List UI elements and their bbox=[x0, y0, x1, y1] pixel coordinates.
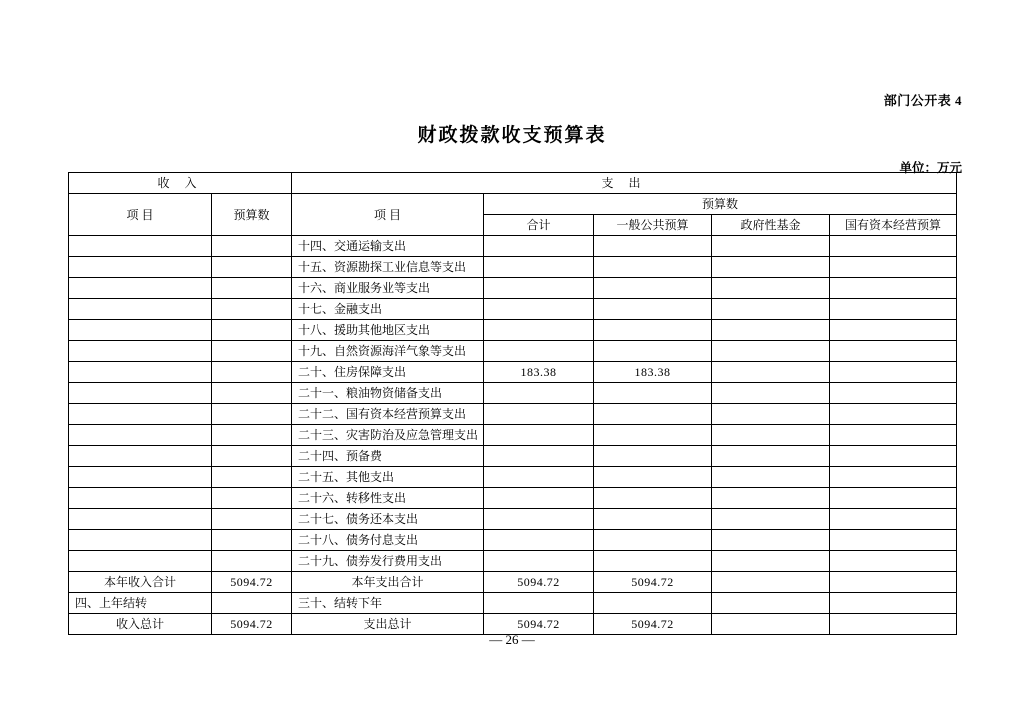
header-income-group: 收 入 bbox=[69, 173, 292, 194]
cell-expense-item: 十八、援助其他地区支出 bbox=[292, 320, 484, 341]
cell-gov-fund bbox=[712, 446, 830, 467]
cell-income-budget bbox=[212, 341, 292, 362]
cell-income-item bbox=[69, 278, 212, 299]
cell-gov-fund bbox=[712, 425, 830, 446]
cell-total: 183.38 bbox=[484, 362, 594, 383]
cell-gov-fund bbox=[712, 341, 830, 362]
cell-state-capital bbox=[830, 467, 957, 488]
cell-expense-item: 二十九、债券发行费用支出 bbox=[292, 551, 484, 572]
cell-total bbox=[484, 488, 594, 509]
cell-total bbox=[484, 236, 594, 257]
header-expense-group: 支 出 bbox=[292, 173, 957, 194]
cell-gov-fund bbox=[712, 362, 830, 383]
cell-state-capital bbox=[830, 530, 957, 551]
unit-label: 单位：万元 bbox=[899, 161, 962, 175]
cell-income-budget bbox=[212, 236, 292, 257]
cell-gov-fund bbox=[712, 278, 830, 299]
cell-income-budget bbox=[212, 404, 292, 425]
table-header-group-row bbox=[69, 173, 957, 194]
table-row bbox=[69, 257, 957, 278]
header-state-capital: 国有资本经营预算 bbox=[830, 215, 957, 236]
cell-expense-item: 二十一、粮油物资储备支出 bbox=[292, 383, 484, 404]
cell-general-public bbox=[594, 341, 712, 362]
cell-general-public bbox=[594, 236, 712, 257]
cell-expense-item: 二十四、预备费 bbox=[292, 446, 484, 467]
cell-expense-item: 二十五、其他支出 bbox=[292, 467, 484, 488]
cell-expense-item: 二十三、灾害防治及应急管理支出 bbox=[292, 425, 484, 446]
header-total: 合计 bbox=[484, 215, 594, 236]
cell-income-budget bbox=[212, 299, 292, 320]
cell-state-capital bbox=[830, 278, 957, 299]
cell-income-budget bbox=[212, 530, 292, 551]
cell-income-item: 本年收入合计 bbox=[69, 572, 212, 593]
cell-general-public bbox=[594, 320, 712, 341]
cell-state-capital bbox=[830, 299, 957, 320]
table-row bbox=[69, 488, 957, 509]
cell-gov-fund bbox=[712, 509, 830, 530]
cell-total bbox=[484, 530, 594, 551]
cell-general-public: 5094.72 bbox=[594, 614, 712, 635]
cell-income-item bbox=[69, 404, 212, 425]
cell-income-budget bbox=[212, 257, 292, 278]
cell-general-public bbox=[594, 530, 712, 551]
cell-income-item bbox=[69, 383, 212, 404]
table-row bbox=[69, 320, 957, 341]
cell-general-public bbox=[594, 299, 712, 320]
cell-total bbox=[484, 320, 594, 341]
table-row bbox=[69, 341, 957, 362]
cell-general-public bbox=[594, 509, 712, 530]
table-body bbox=[69, 236, 957, 635]
cell-total bbox=[484, 467, 594, 488]
budget-table bbox=[68, 172, 957, 635]
cell-gov-fund bbox=[712, 299, 830, 320]
cell-state-capital bbox=[830, 509, 957, 530]
cell-general-public bbox=[594, 257, 712, 278]
table-row bbox=[69, 383, 957, 404]
cell-total bbox=[484, 425, 594, 446]
cell-expense-item: 十七、金融支出 bbox=[292, 299, 484, 320]
cell-expense-item: 二十、住房保障支出 bbox=[292, 362, 484, 383]
cell-income-budget: 5094.72 bbox=[212, 614, 292, 635]
cell-income-item bbox=[69, 320, 212, 341]
cell-gov-fund bbox=[712, 530, 830, 551]
cell-expense-item: 十四、交通运输支出 bbox=[292, 236, 484, 257]
cell-general-public: 5094.72 bbox=[594, 572, 712, 593]
cell-gov-fund bbox=[712, 404, 830, 425]
cell-income-budget bbox=[212, 362, 292, 383]
cell-income-budget bbox=[212, 551, 292, 572]
cell-general-public: 183.38 bbox=[594, 362, 712, 383]
cell-income-budget bbox=[212, 278, 292, 299]
cell-state-capital bbox=[830, 488, 957, 509]
cell-total bbox=[484, 404, 594, 425]
cell-total bbox=[484, 383, 594, 404]
table-header-sub-row bbox=[69, 194, 957, 215]
cell-state-capital bbox=[830, 362, 957, 383]
header-general-public: 一般公共预算 bbox=[594, 215, 712, 236]
cell-total: 5094.72 bbox=[484, 614, 594, 635]
table-row bbox=[69, 425, 957, 446]
cell-expense-item: 三十、结转下年 bbox=[292, 593, 484, 614]
cell-income-budget bbox=[212, 467, 292, 488]
cell-income-item bbox=[69, 509, 212, 530]
cell-state-capital bbox=[830, 593, 957, 614]
cell-expense-item: 二十六、转移性支出 bbox=[292, 488, 484, 509]
cell-expense-item: 二十八、债务付息支出 bbox=[292, 530, 484, 551]
cell-state-capital bbox=[830, 236, 957, 257]
cell-total bbox=[484, 446, 594, 467]
cell-gov-fund bbox=[712, 572, 830, 593]
cell-total bbox=[484, 551, 594, 572]
cell-income-item bbox=[69, 467, 212, 488]
cell-gov-fund bbox=[712, 467, 830, 488]
cell-income-budget bbox=[212, 320, 292, 341]
cell-gov-fund bbox=[712, 257, 830, 278]
cell-expense-item: 二十二、国有资本经营预算支出 bbox=[292, 404, 484, 425]
cell-expense-item: 十九、自然资源海洋气象等支出 bbox=[292, 341, 484, 362]
cell-state-capital bbox=[830, 425, 957, 446]
header-income-budget: 预算数 bbox=[212, 194, 292, 236]
cell-income-budget: 5094.72 bbox=[212, 572, 292, 593]
cell-total bbox=[484, 257, 594, 278]
cell-income-item bbox=[69, 257, 212, 278]
document-reference: 部门公开表 4 bbox=[883, 93, 962, 108]
cell-general-public bbox=[594, 488, 712, 509]
cell-expense-item: 十六、商业服务业等支出 bbox=[292, 278, 484, 299]
cell-gov-fund bbox=[712, 236, 830, 257]
cell-income-item bbox=[69, 236, 212, 257]
cell-general-public bbox=[594, 593, 712, 614]
cell-income-item bbox=[69, 551, 212, 572]
cell-income-item bbox=[69, 425, 212, 446]
table-row bbox=[69, 446, 957, 467]
cell-income-item bbox=[69, 530, 212, 551]
cell-total bbox=[484, 509, 594, 530]
cell-income-budget bbox=[212, 509, 292, 530]
cell-state-capital bbox=[830, 257, 957, 278]
cell-general-public bbox=[594, 383, 712, 404]
cell-general-public bbox=[594, 278, 712, 299]
cell-expense-item: 支出总计 bbox=[292, 614, 484, 635]
table-row bbox=[69, 404, 957, 425]
cell-income-item: 收入总计 bbox=[69, 614, 212, 635]
table-row bbox=[69, 236, 957, 257]
cell-state-capital bbox=[830, 446, 957, 467]
cell-total bbox=[484, 341, 594, 362]
cell-income-budget bbox=[212, 488, 292, 509]
cell-expense-item: 二十七、债务还本支出 bbox=[292, 509, 484, 530]
cell-total bbox=[484, 299, 594, 320]
table-row bbox=[69, 467, 957, 488]
header-income-item: 项 目 bbox=[69, 194, 212, 236]
table-row bbox=[69, 572, 957, 593]
table-row bbox=[69, 530, 957, 551]
cell-income-item bbox=[69, 446, 212, 467]
cell-income-item bbox=[69, 362, 212, 383]
cell-general-public bbox=[594, 551, 712, 572]
cell-state-capital bbox=[830, 572, 957, 593]
cell-state-capital bbox=[830, 320, 957, 341]
cell-total: 5094.72 bbox=[484, 572, 594, 593]
cell-total bbox=[484, 593, 594, 614]
cell-income-item: 四、上年结转 bbox=[69, 593, 212, 614]
cell-gov-fund bbox=[712, 593, 830, 614]
table-row bbox=[69, 509, 957, 530]
header-gov-fund: 政府性基金 bbox=[712, 215, 830, 236]
page-title: 财政拨款收支预算表 bbox=[417, 125, 607, 146]
table-row bbox=[69, 551, 957, 572]
cell-state-capital bbox=[830, 551, 957, 572]
cell-state-capital bbox=[830, 404, 957, 425]
cell-expense-item: 本年支出合计 bbox=[292, 572, 484, 593]
cell-gov-fund bbox=[712, 320, 830, 341]
table-row bbox=[69, 299, 957, 320]
cell-income-item bbox=[69, 488, 212, 509]
cell-income-budget bbox=[212, 425, 292, 446]
cell-income-budget bbox=[212, 383, 292, 404]
cell-income-item bbox=[69, 299, 212, 320]
header-budget-group: 预算数 bbox=[484, 194, 957, 215]
table-row bbox=[69, 278, 957, 299]
cell-state-capital bbox=[830, 383, 957, 404]
cell-gov-fund bbox=[712, 488, 830, 509]
cell-income-budget bbox=[212, 446, 292, 467]
cell-general-public bbox=[594, 446, 712, 467]
cell-income-budget bbox=[212, 593, 292, 614]
header-expense-item: 项 目 bbox=[292, 194, 484, 236]
cell-expense-item: 十五、资源勘探工业信息等支出 bbox=[292, 257, 484, 278]
cell-general-public bbox=[594, 467, 712, 488]
cell-general-public bbox=[594, 404, 712, 425]
cell-general-public bbox=[594, 425, 712, 446]
cell-total bbox=[484, 278, 594, 299]
page-number: — 26 — bbox=[489, 632, 535, 647]
cell-income-item bbox=[69, 341, 212, 362]
table-row bbox=[69, 593, 957, 614]
cell-gov-fund bbox=[712, 383, 830, 404]
cell-state-capital bbox=[830, 341, 957, 362]
table-row bbox=[69, 362, 957, 383]
cell-gov-fund bbox=[712, 551, 830, 572]
